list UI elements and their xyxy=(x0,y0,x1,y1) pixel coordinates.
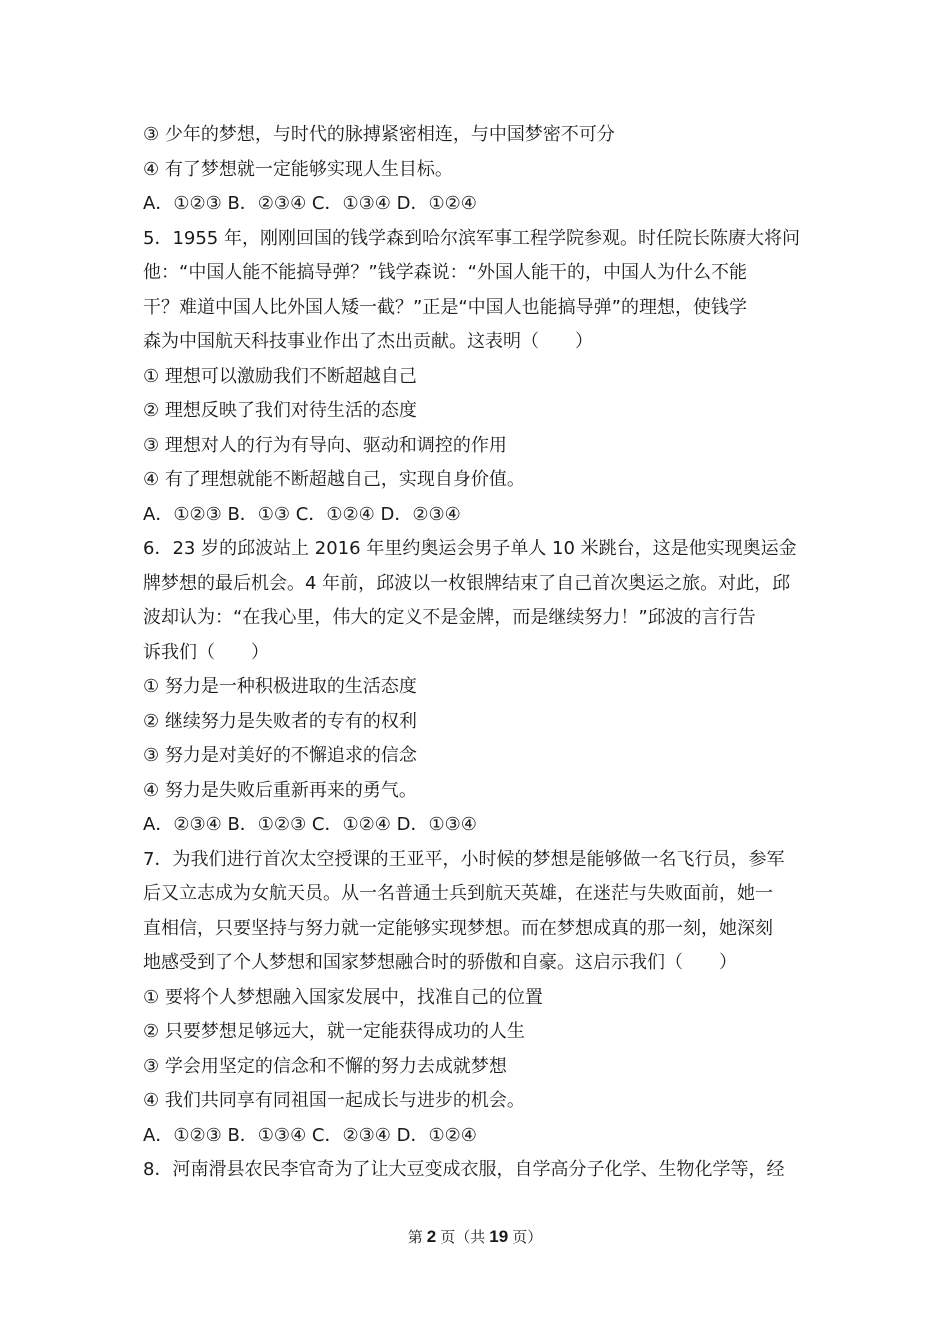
question-7-text: 直相信，只要坚持与努力就一定能够实现梦想。而在梦想成真的那一刻，她深刻 xyxy=(143,917,773,939)
page-footer xyxy=(0,1226,950,1248)
option-line: ① 努力是一种积极进取的生活态度 xyxy=(143,676,417,697)
option-line: ④ 我们共同享有同祖国一起成长与进步的机会。 xyxy=(143,1090,525,1111)
option-line: ② 继续努力是失败者的专有的权利 xyxy=(143,710,417,732)
footer-page-number: 2 xyxy=(426,1227,437,1246)
answer-choices: A．①②③ B．②③④ C．①③④ D．①②④ xyxy=(143,193,477,214)
footer-total-pages: 19 xyxy=(489,1227,509,1246)
question-7-text: 7．为我们进行首次太空授课的王亚平，小时候的梦想是能够做一名飞行员，参军 xyxy=(143,848,785,870)
option-line: ① 理想可以激励我们不断超越自己 xyxy=(143,365,417,387)
page-body xyxy=(143,118,811,1188)
option-line: ③ 努力是对美好的不懈追求的信念 xyxy=(143,745,417,766)
answer-choices: A．②③④ B．①②③ C．①②④ D．①③④ xyxy=(143,814,477,835)
question-6-text: 6．23 岁的邱波站上 2016 年里约奥运会男子单人 10 米跳台，这是他实现奥运金 xyxy=(143,538,797,559)
option-line: ③ 少年的梦想，与时代的脉搏紧密相连，与中国梦密不可分 xyxy=(143,124,615,145)
question-6-text: 牌梦想的最后机会。4 年前，邱波以一枚银牌结束了自己首次奥运之旅。对此，邱 xyxy=(143,572,791,594)
question-7-text: 地感受到了个人梦想和国家梦想融合时的骄傲和自豪。这启示我们（ ） xyxy=(143,952,737,973)
question-6-text: 波却认为：“在我心里，伟大的定义不是金牌，而是继续努力！”邱波的言行告 xyxy=(143,607,756,628)
option-line: ④ 努力是失败后重新再来的勇气。 xyxy=(143,779,417,801)
question-7-text: 后又立志成为女航天员。从一名普通士兵到航天英雄，在迷茫与失败面前，她一 xyxy=(143,883,773,904)
option-line: ④ 有了理想就能不断超越自己，实现自身价值。 xyxy=(143,469,525,490)
footer-middle: 页（共 xyxy=(440,1228,486,1246)
footer-suffix: 页） xyxy=(512,1228,543,1246)
question-8-text: 8．河南滑县农民李官奇为了让大豆变成衣服，自学高分子化学、生物化学等，经 xyxy=(143,1159,785,1180)
question-5-text: 他：“中国人能不能搞导弹？”钱学森说：“外国人能干的，中国人为什么不能 xyxy=(143,262,747,283)
footer-prefix: 第 xyxy=(407,1228,423,1246)
option-line: ② 理想反映了我们对待生活的态度 xyxy=(143,400,417,421)
option-line: ③ 理想对人的行为有导向、驱动和调控的作用 xyxy=(143,434,507,456)
answer-choices: A．①②③ B．①③④ C．②③④ D．①②④ xyxy=(143,1124,477,1146)
option-line: ③ 学会用坚定的信念和不懈的努力去成就梦想 xyxy=(143,1055,507,1077)
question-5-text: 干？难道中国人比外国人矮一截？”正是“中国人也能搞导弹”的理想，使钱学 xyxy=(143,296,747,318)
option-line: ① 要将个人梦想融入国家发展中，找准自己的位置 xyxy=(143,986,543,1008)
question-5-text: 5．1955 年，刚刚回国的钱学森到哈尔滨军事工程学院参观。时任院长陈赓大将问 xyxy=(143,227,800,249)
option-line: ④ 有了梦想就一定能够实现人生目标。 xyxy=(143,158,453,180)
question-6-text: 诉我们（ ） xyxy=(143,641,269,663)
answer-choices: A．①②③ B．①③ C．①②④ D．②③④ xyxy=(143,503,461,525)
option-line: ② 只要梦想足够远大，就一定能获得成功的人生 xyxy=(143,1021,525,1042)
question-5-text: 森为中国航天科技事业作出了杰出贡献。这表明（ ） xyxy=(143,331,593,352)
